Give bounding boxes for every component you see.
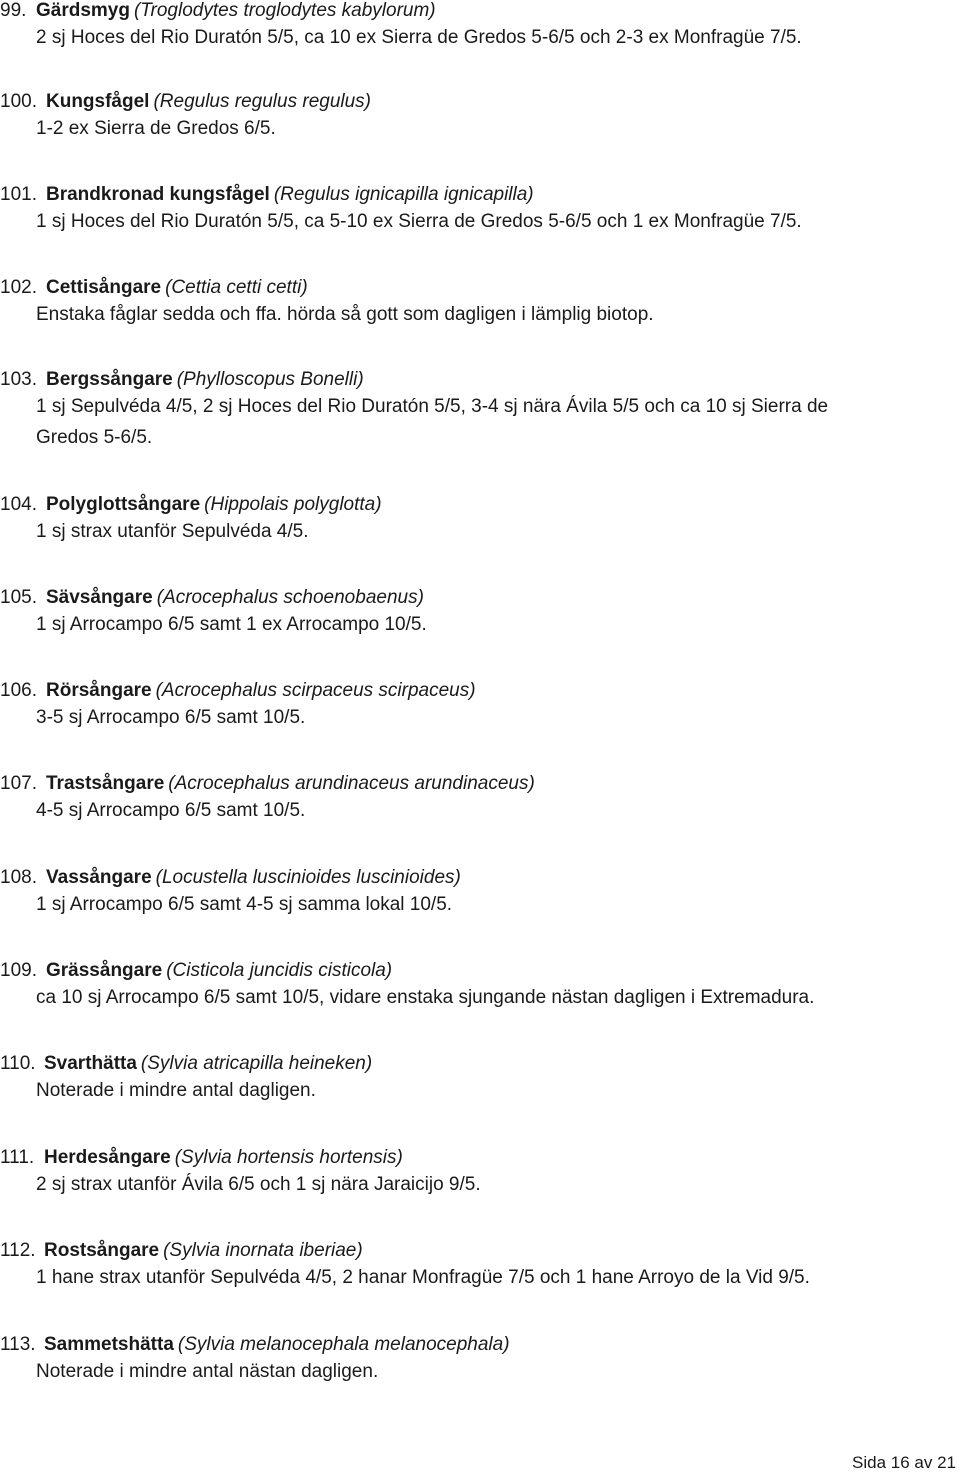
species-common-name: Sammetshätta xyxy=(44,1334,174,1355)
species-observations xyxy=(36,22,952,53)
species-observations xyxy=(36,391,952,453)
species-heading xyxy=(0,680,476,702)
species-scientific-name: (Acrocephalus schoenobaenus) xyxy=(156,587,424,608)
species-common-name: Rostsångare xyxy=(44,1240,160,1261)
species-observations xyxy=(36,609,952,640)
species-heading xyxy=(0,494,382,516)
species-heading xyxy=(0,1147,403,1169)
observation-line: 1 sj Arrocampo 6/5 samt 4-5 sj samma lokal 10/5. xyxy=(36,894,453,915)
page-number: Sida 16 av 21 xyxy=(852,1453,956,1472)
species-number: 102. xyxy=(0,277,37,298)
species-number: 108. xyxy=(0,867,37,888)
species-heading xyxy=(0,587,424,609)
observation-line: 4-5 sj Arrocampo 6/5 samt 10/5. xyxy=(36,800,306,821)
species-common-name: Gärdsmyg xyxy=(36,0,130,21)
species-scientific-name: (Troglodytes troglodytes kabylorum) xyxy=(133,0,436,21)
species-scientific-name: (Regulus regulus regulus) xyxy=(153,91,372,112)
species-scientific-name: (Sylvia inornata iberiae) xyxy=(163,1240,363,1261)
observation-line: Gredos 5-6/5. xyxy=(36,427,153,448)
species-observations xyxy=(36,1169,952,1200)
species-scientific-name: (Sylvia hortensis hortensis) xyxy=(174,1147,403,1168)
observation-line: Enstaka fåglar sedda och ffa. hörda så gott som dagligen i lämplig biotop. xyxy=(36,304,654,325)
species-heading xyxy=(0,277,308,299)
species-scientific-name: (Hippolais polyglotta) xyxy=(204,494,382,515)
observation-line: 3-5 sj Arrocampo 6/5 samt 10/5. xyxy=(36,707,306,728)
species-number: 104. xyxy=(0,494,37,515)
species-number: 99. xyxy=(0,0,27,21)
species-number: 111. xyxy=(0,1147,35,1168)
species-heading xyxy=(0,960,392,982)
species-observations xyxy=(36,1262,952,1293)
species-number: 110. xyxy=(0,1053,36,1074)
species-heading xyxy=(0,1053,372,1075)
species-scientific-name: (Regulus ignicapilla ignicapilla) xyxy=(273,184,534,205)
observation-line: Noterade i mindre antal dagligen. xyxy=(36,1080,316,1101)
species-heading xyxy=(0,369,364,391)
observation-line: 2 sj Hoces del Rio Duratón 5/5, ca 10 ex Sierra de Gredos 5-6/5 och 2-3 ex Monfragüe 7/5. xyxy=(36,27,802,48)
species-common-name: Sävsångare xyxy=(46,587,153,608)
species-observations xyxy=(36,982,952,1013)
species-common-name: Vassångare xyxy=(46,867,152,888)
species-scientific-name: (Locustella luscinioides luscinioides) xyxy=(155,867,461,888)
species-heading xyxy=(0,91,371,113)
species-observations xyxy=(36,889,952,920)
observation-line: 1 sj Hoces del Rio Duratón 5/5, ca 5-10 ex Sierra de Gredos 5-6/5 och 1 ex Monfragüe 7/5. xyxy=(36,211,802,232)
observation-line: 1-2 ex Sierra de Gredos 6/5. xyxy=(36,118,276,139)
species-scientific-name: (Phylloscopus Bonelli) xyxy=(176,369,364,390)
species-number: 100. xyxy=(0,91,37,112)
species-number: 109. xyxy=(0,960,37,981)
species-common-name: Grässångare xyxy=(46,960,163,981)
species-heading xyxy=(0,1240,363,1262)
species-scientific-name: (Sylvia melanocephala melanocephala) xyxy=(177,1334,510,1355)
species-number: 113. xyxy=(0,1334,36,1355)
species-heading xyxy=(0,773,535,795)
species-observations xyxy=(36,299,952,330)
species-common-name: Herdesångare xyxy=(44,1147,171,1168)
species-heading xyxy=(0,0,436,22)
species-common-name: Brandkronad kungsfågel xyxy=(46,184,270,205)
observation-line: ca 10 sj Arrocampo 6/5 samt 10/5, vidare enstaka sjungande nästan dagligen i Extremadura. xyxy=(36,987,815,1008)
species-heading xyxy=(0,184,534,206)
species-common-name: Rörsångare xyxy=(46,680,152,701)
species-observations xyxy=(36,702,952,733)
species-common-name: Svarthätta xyxy=(44,1053,137,1074)
species-number: 105. xyxy=(0,587,37,608)
species-scientific-name: (Acrocephalus scirpaceus scirpaceus) xyxy=(155,680,476,701)
species-common-name: Polyglottsångare xyxy=(46,494,201,515)
species-scientific-name: (Cisticola juncidis cisticola) xyxy=(166,960,393,981)
species-number: 101. xyxy=(0,184,37,205)
observation-line: 1 sj Sepulvéda 4/5, 2 sj Hoces del Rio Duratón 5/5, 3-4 sj nära Ávila 5/5 och ca 10 sj Sierra de xyxy=(36,396,829,417)
species-number: 112. xyxy=(0,1240,36,1261)
species-number: 103. xyxy=(0,369,37,390)
species-scientific-name: (Cettia cetti cetti) xyxy=(165,277,308,298)
species-common-name: Bergssångare xyxy=(46,369,173,390)
species-observations xyxy=(36,516,952,547)
species-heading xyxy=(0,867,461,889)
species-observations xyxy=(36,1075,952,1106)
observation-line: Noterade i mindre antal nästan dagligen. xyxy=(36,1361,379,1382)
observation-line: 2 sj strax utanför Ávila 6/5 och 1 sj nära Jaraicijo 9/5. xyxy=(36,1174,481,1195)
species-common-name: Cettisångare xyxy=(46,277,162,298)
species-observations xyxy=(36,113,952,144)
species-observations xyxy=(36,1356,952,1387)
species-common-name: Kungsfågel xyxy=(46,91,150,112)
species-number: 107. xyxy=(0,773,37,794)
observation-line: 1 sj Arrocampo 6/5 samt 1 ex Arrocampo 10/5. xyxy=(36,614,427,635)
observation-line: 1 sj strax utanför Sepulvéda 4/5. xyxy=(36,521,309,542)
species-heading xyxy=(0,1334,510,1356)
species-observations xyxy=(36,206,952,237)
species-scientific-name: (Sylvia atricapilla heineken) xyxy=(140,1053,373,1074)
species-scientific-name: (Acrocephalus arundinaceus arundinaceus) xyxy=(168,773,535,794)
species-common-name: Trastsångare xyxy=(46,773,165,794)
species-number: 106. xyxy=(0,680,37,701)
species-observations xyxy=(36,795,952,826)
observation-line: 1 hane strax utanför Sepulvéda 4/5, 2 hanar Monfragüe 7/5 och 1 hane Arroyo de la Vid 9/5. xyxy=(36,1267,810,1288)
